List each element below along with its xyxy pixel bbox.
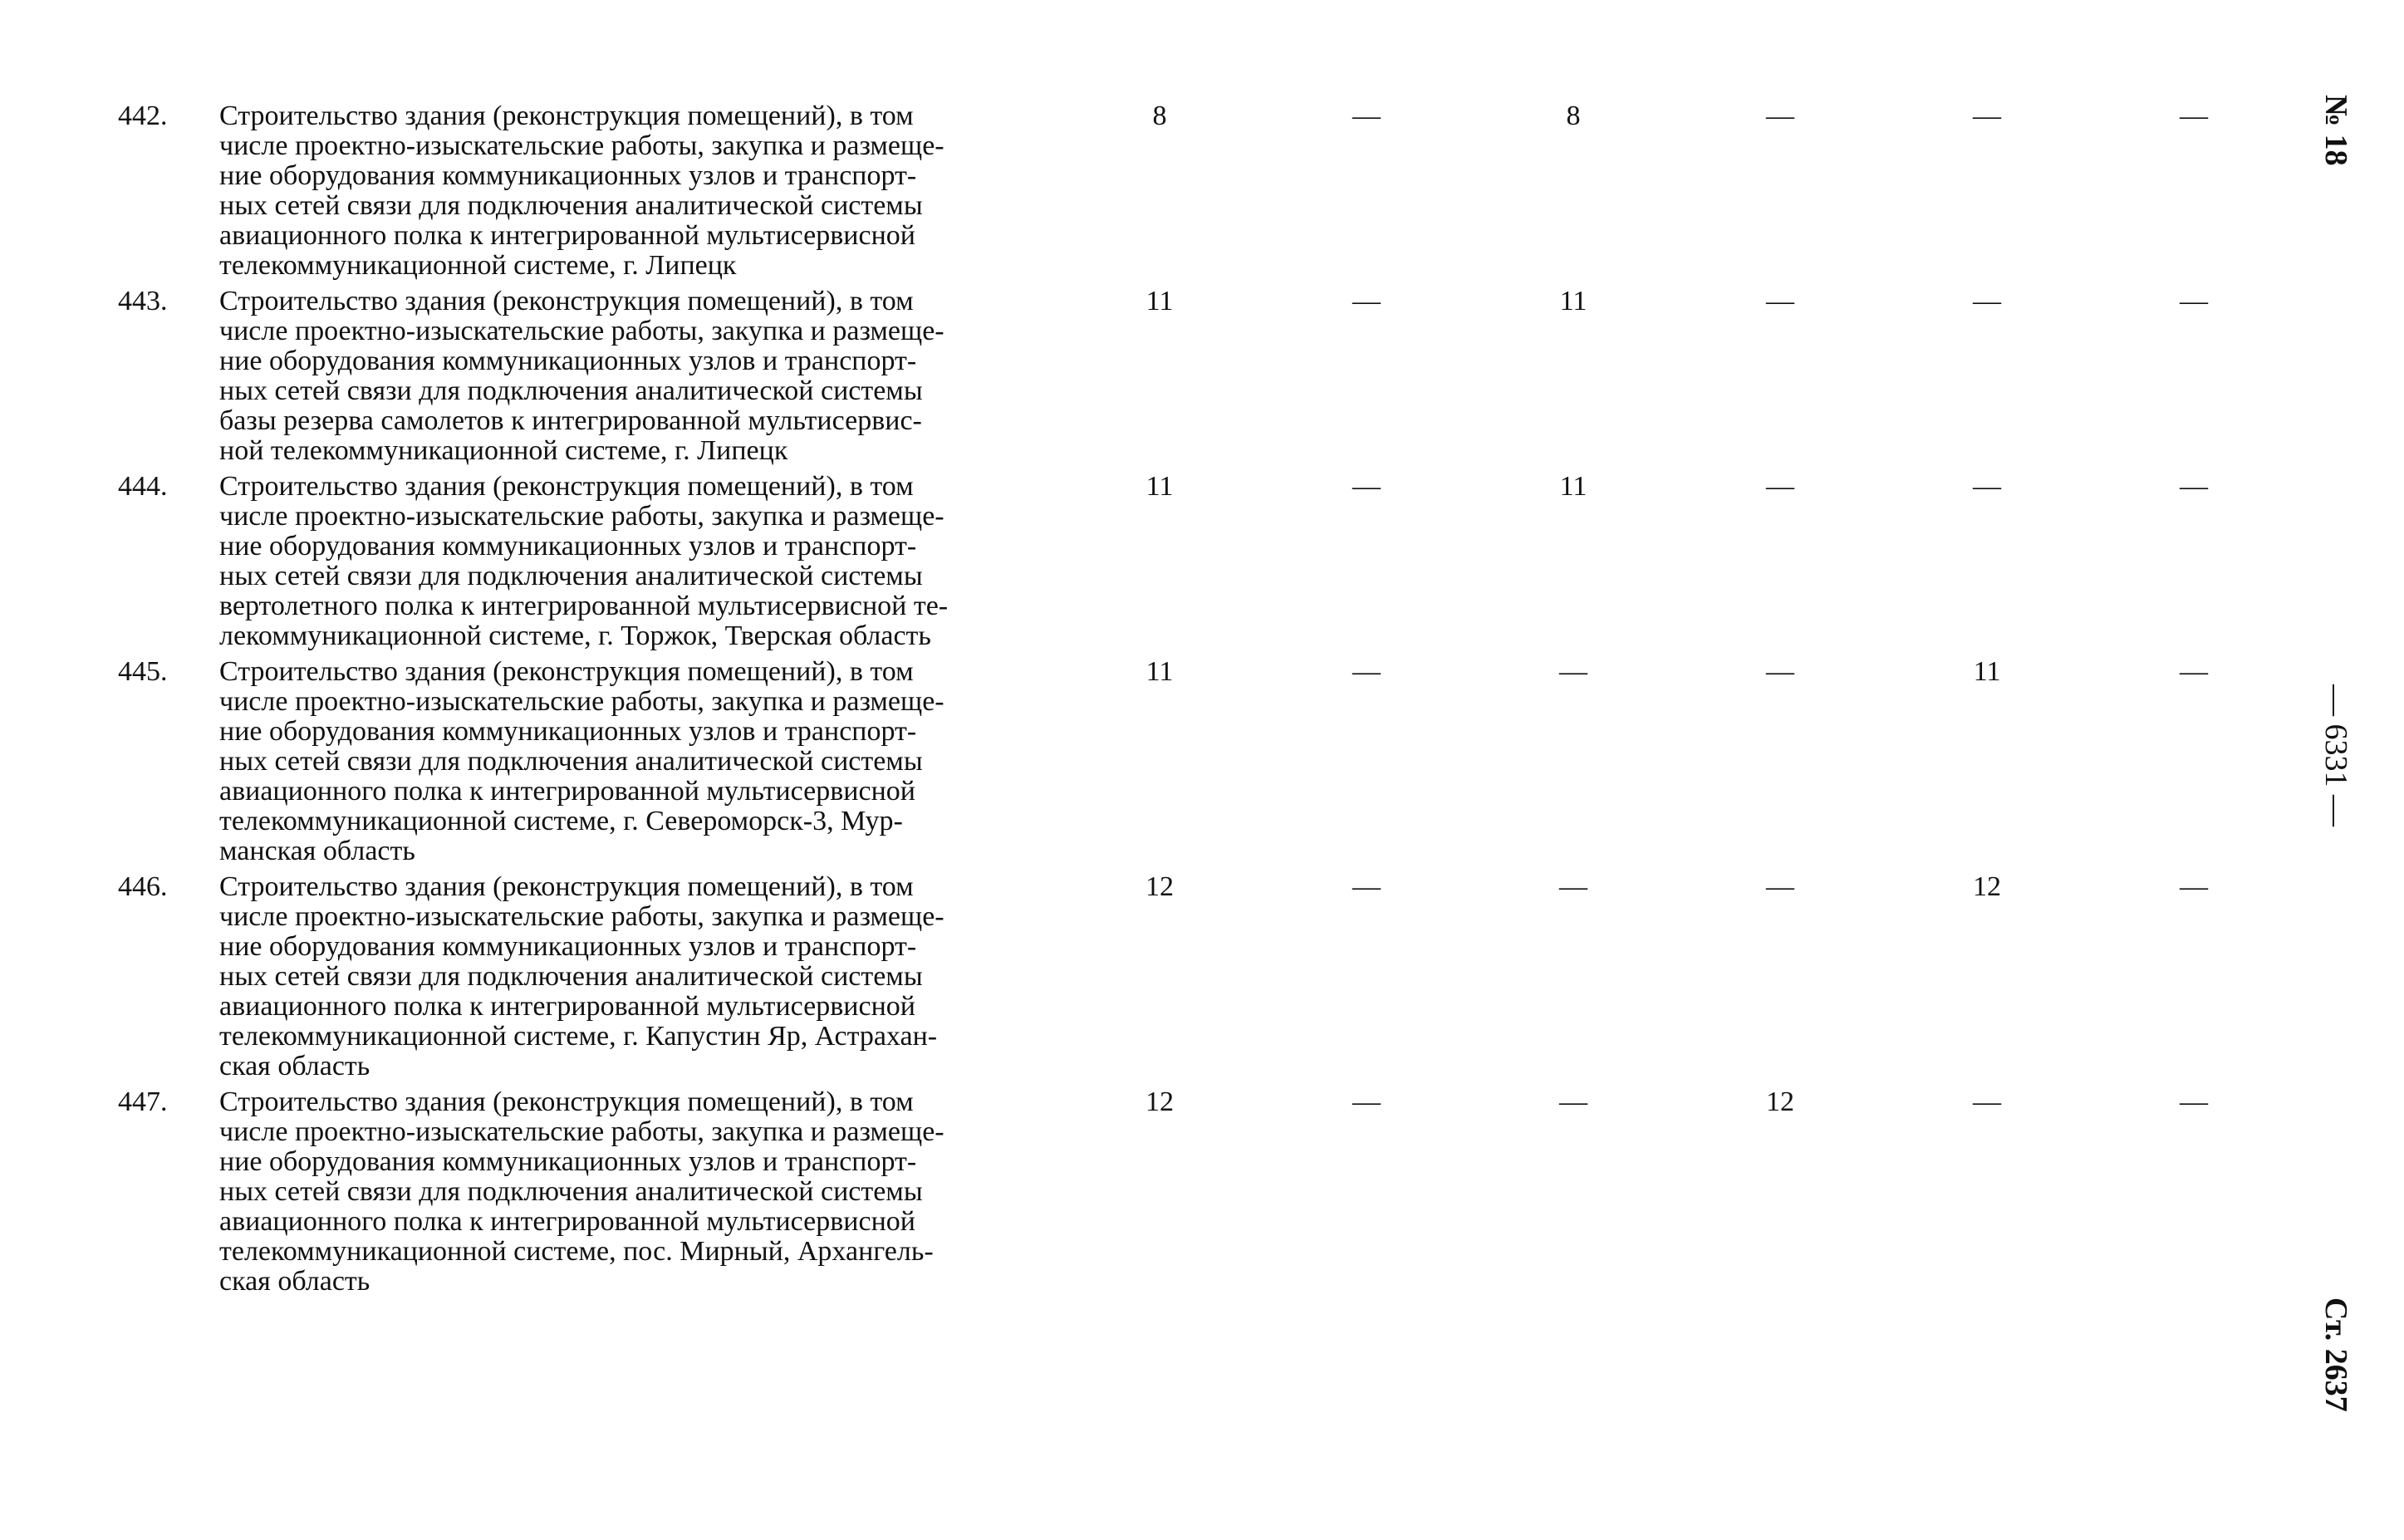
row-number: 445.: [118, 656, 168, 687]
value-cell: 11: [1559, 286, 1587, 316]
value-cell: —: [2180, 1086, 2208, 1117]
value-cell: —: [1352, 286, 1381, 316]
value-cell: 8: [1566, 101, 1581, 131]
row-description: Строительство здания (реконструкция помещений), в том числе проектно-изыскательские работы, закупка и размеще- ние оборудования коммуникационных узлов и транспорт- ных сетей связи для подключения аналитической системы вертолетного полка к интегрированной мультисервисной те- лекоммуникационной системе, г. Торжок, Тверская область: [219, 471, 949, 651]
row-number: 446.: [118, 871, 168, 902]
row-number: 443.: [118, 286, 168, 316]
value-cell: —: [1559, 656, 1587, 687]
value-cell: —: [2180, 871, 2208, 902]
value-cell: 12: [1146, 1086, 1174, 1117]
page-number: — 6331 —: [2318, 684, 2353, 826]
value-cell: —: [1973, 286, 2001, 316]
value-cell: —: [2180, 101, 2208, 131]
row-description: Строительство здания (реконструкция помещений), в том числе проектно-изыскательские работы, закупка и размеще- ние оборудования коммуникационных узлов и транспорт- ных сетей связи для подключения аналитической системы авиационного полка к интегрированной мультисервисной телекоммуникационной системе, г. Липецк: [219, 101, 944, 281]
value-cell: —: [1766, 101, 1794, 131]
value-cell: —: [1352, 471, 1381, 502]
value-cell: 11: [1973, 656, 2001, 687]
value-cell: —: [1352, 656, 1381, 687]
value-cell: —: [1766, 871, 1794, 902]
value-cell: —: [1973, 101, 2001, 131]
value-cell: 11: [1146, 471, 1174, 502]
value-cell: 12: [1766, 1086, 1794, 1117]
value-cell: 8: [1152, 101, 1167, 131]
value-cell: —: [1766, 471, 1794, 502]
value-cell: —: [1766, 656, 1794, 687]
value-cell: 12: [1146, 871, 1174, 902]
value-cell: 11: [1146, 656, 1174, 687]
value-cell: 11: [1146, 286, 1174, 316]
value-cell: —: [2180, 471, 2208, 502]
row-number: 447.: [118, 1086, 168, 1117]
value-cell: —: [1973, 471, 2001, 502]
value-cell: —: [1352, 871, 1381, 902]
value-cell: —: [2180, 286, 2208, 316]
value-cell: —: [1352, 101, 1381, 131]
value-cell: 12: [1973, 871, 2001, 902]
row-number: 442.: [118, 101, 168, 131]
value-cell: —: [1973, 1086, 2001, 1117]
row-number: 444.: [118, 471, 168, 502]
issue-number: № 18: [2318, 95, 2353, 166]
row-description: Строительство здания (реконструкция помещений), в том числе проектно-изыскательские работы, закупка и размеще- ние оборудования коммуникационных узлов и транспорт- ных сетей связи для подключения аналитической системы авиационного полка к интегрированной мультисервисной телекоммуникационной системе, г. Капустин Яр, Астрахан- ская область: [219, 871, 944, 1081]
value-cell: —: [1766, 286, 1794, 316]
row-description: Строительство здания (реконструкция помещений), в том числе проектно-изыскательские работы, закупка и размеще- ние оборудования коммуникационных узлов и транспорт- ных сетей связи для подключения аналитической системы авиационного полка к интегрированной мультисервисной телекоммуникационной системе, пос. Мирный, Архангель- ская область: [219, 1086, 944, 1297]
value-cell: —: [1559, 871, 1587, 902]
row-description: Строительство здания (реконструкция помещений), в том числе проектно-изыскательские работы, закупка и размеще- ние оборудования коммуникационных узлов и транспорт- ных сетей связи для подключения аналитической системы базы резерва самолетов к интегрированной мультисервис- ной телекоммуникационной системе, г. Липецк: [219, 286, 944, 466]
value-cell: —: [2180, 656, 2208, 687]
value-cell: —: [1559, 1086, 1587, 1117]
article-number: Ст. 2637: [2318, 1297, 2353, 1412]
row-description: Строительство здания (реконструкция помещений), в том числе проектно-изыскательские работы, закупка и размеще- ние оборудования коммуникационных узлов и транспорт- ных сетей связи для подключения аналитической системы авиационного полка к интегрированной мультисервисной телекоммуникационной системе, г. Североморск-3, Мур- манская область: [219, 656, 944, 866]
value-cell: —: [1352, 1086, 1381, 1117]
value-cell: 11: [1559, 471, 1587, 502]
